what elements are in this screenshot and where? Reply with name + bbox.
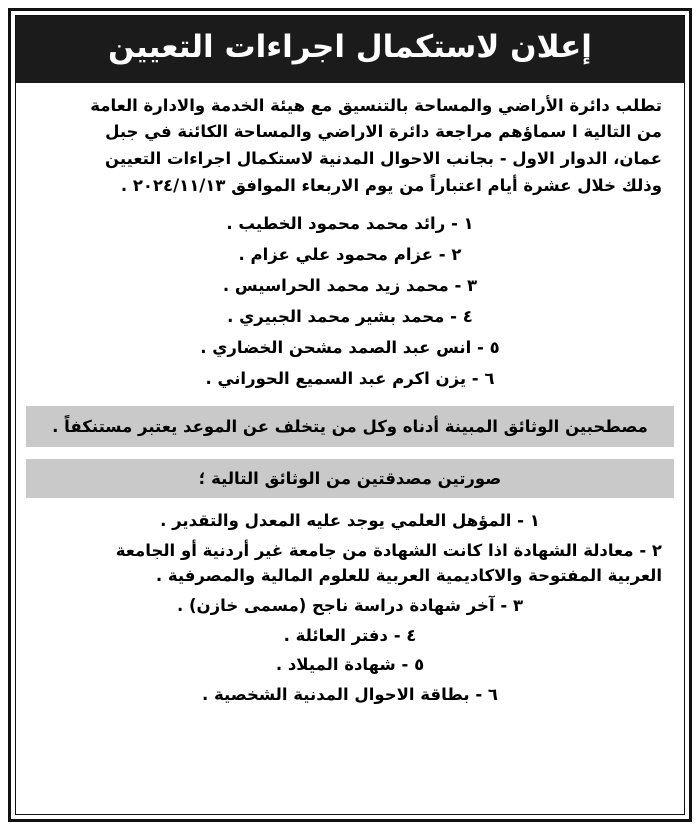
page-title: إعلان لاستكمال اجراءات التعيين bbox=[108, 29, 592, 65]
list-item: ١ - رائد محمد محمود الخطيب . bbox=[226, 213, 474, 233]
list-item: ٦ - بطاقة الاحوال المدنية الشخصية . bbox=[201, 684, 498, 704]
intro-line-2: من التالية ا سماؤهم مراجعة دائرة الاراضي والمساحة الكائنة في جبل bbox=[105, 122, 662, 142]
documents-list bbox=[16, 504, 684, 713]
documents-subheading: صورتين مصدقتين من الوثائق التالية ؛ bbox=[26, 459, 674, 498]
doc-line-1: ٢ - معادلة الشهادة اذا كانت الشهادة من جامعة غير أردنية أو الجامعة bbox=[115, 540, 662, 560]
notice-banner: مصطحبين الوثائق المبينة أدناه وكل من يتخلف عن الموعد يعتبر مستنكفاً . bbox=[26, 406, 674, 447]
list-item: ٣ - آخر شهادة دراسة ناجح (مسمى خازن) . bbox=[176, 595, 524, 615]
list-item: ٤ - دفتر العائلة . bbox=[283, 625, 417, 645]
names-list bbox=[16, 206, 684, 400]
doc-line-2: العربية المفتوحة والاكاديمية العربية للعلوم المالية والمصرفية . bbox=[155, 566, 662, 586]
intro-line-3: عمان، الدوار الاول - بجانب الاحوال المدنية لاستكمال اجراءات التعيين bbox=[105, 149, 662, 169]
list-item: ٦ - يزن اكرم عبد السميع الحوراني . bbox=[205, 369, 495, 389]
announcement-banner bbox=[16, 16, 684, 83]
list-item: ١ - المؤهل العلمي يوجد عليه المعدل والتقدير . bbox=[160, 511, 540, 531]
list-item: ٤ - محمد بشير محمد الجبيري . bbox=[227, 306, 473, 326]
list-item bbox=[38, 536, 662, 591]
inner-border bbox=[15, 15, 685, 815]
list-item: ٥ - انس عبد الصمد مشحن الخضاري . bbox=[200, 337, 500, 357]
list-item: ٢ - عزام محمود علي عزام . bbox=[238, 244, 462, 264]
intro-line-1: تطلب دائرة الأراضي والمساحة بالتنسيق مع هيئة الخدمة والادارة العامة bbox=[90, 95, 662, 115]
outer-border bbox=[8, 8, 692, 822]
intro-line-4: وذلك خلال عشرة أيام اعتباراً من يوم الاربعاء الموافق ٢٠٢٤/١١/١٣ . bbox=[120, 175, 662, 195]
list-item: ٥ - شهادة الميلاد . bbox=[275, 655, 425, 675]
list-item: ٣ - محمد زيد محمد الحراسيس . bbox=[222, 275, 478, 295]
intro-paragraph bbox=[16, 83, 684, 206]
